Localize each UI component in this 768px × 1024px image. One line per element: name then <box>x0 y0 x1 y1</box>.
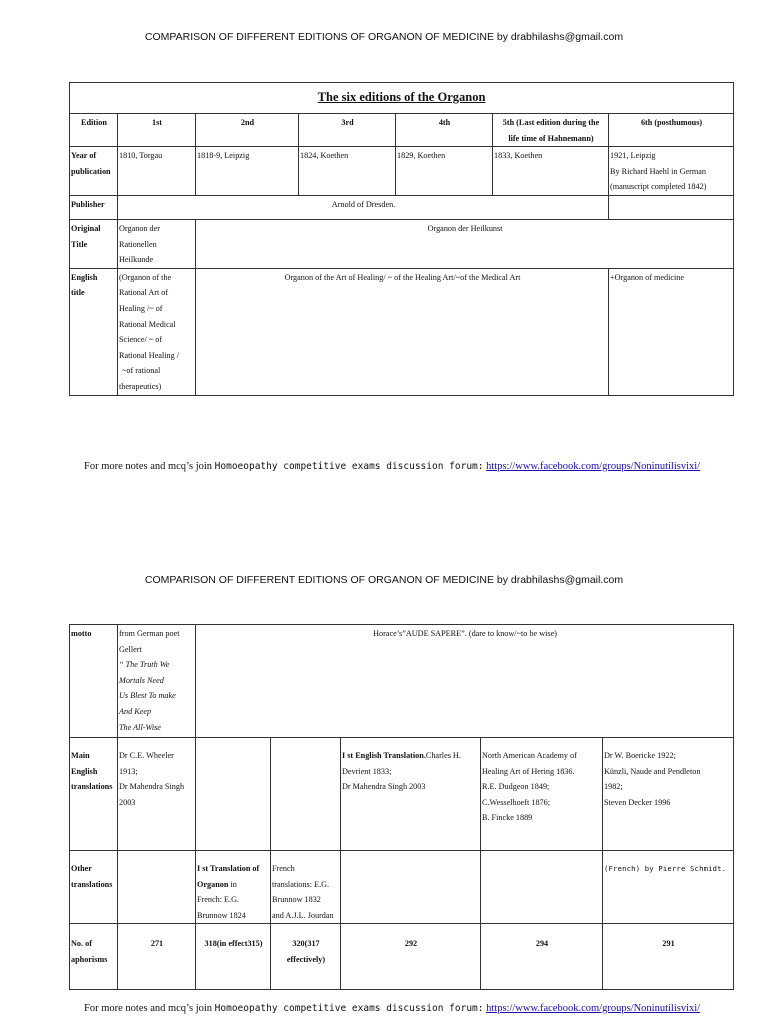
english-title-label-line2: title <box>71 288 85 298</box>
main-english-label-line3: translations <box>71 782 113 792</box>
year-3rd: 1824, Koethen <box>299 147 396 196</box>
table-row <box>70 195 734 219</box>
main-english-label <box>70 738 118 851</box>
main-english-6th-line: Steven Decker 1996 <box>604 797 671 807</box>
year-4th: 1829, Koethen <box>396 147 493 196</box>
aphorisms-2nd: 318(in effect315) <box>196 924 271 990</box>
table-row <box>70 738 734 851</box>
header-5th-line1: 5th (Last edition during the <box>502 118 600 127</box>
main-english-5th-line: Healing Art of Hering 1836. <box>482 766 575 776</box>
motto-rest: Horace’s”AUDE SAPERE”. (dare to know/~to be wise) <box>196 625 734 738</box>
other-4th <box>341 851 481 924</box>
other-1st <box>118 851 196 924</box>
aphorisms-3rd <box>271 924 341 990</box>
footer-prefix: For more notes and mcq’s join <box>84 1003 215 1014</box>
table-row <box>70 268 734 395</box>
header-1st: 1st <box>118 114 196 147</box>
motto-quote-line: And Keep <box>119 706 152 716</box>
year-6th <box>609 147 734 196</box>
aphorisms-label <box>70 924 118 990</box>
aphorisms-3rd-line1: 320(317 <box>292 939 320 949</box>
main-english-1st-line: 1913; <box>119 766 138 776</box>
facebook-group-link[interactable]: https://www.facebook.com/groups/Noninutilisvixi/ <box>486 461 701 472</box>
english-title-1st-line: ~of rational <box>122 366 161 376</box>
facebook-group-link[interactable]: https://www.facebook.com/groups/Noninutilisvixi/ <box>486 1003 701 1014</box>
footer-1 <box>84 461 754 472</box>
aphorisms-4th: 292 <box>341 924 481 990</box>
english-title-1st-line: Rational Medical <box>119 319 176 329</box>
original-title-label-line1: Original <box>71 223 101 233</box>
table-row <box>70 219 734 268</box>
header-5th <box>493 114 609 147</box>
english-title-label <box>70 268 118 395</box>
english-title-6th: +Organon of medicine <box>609 268 734 395</box>
aphorisms-1st: 271 <box>118 924 196 990</box>
other-3rd-line: Brunnow 1832 <box>272 895 321 905</box>
editions-table-continued <box>69 624 734 990</box>
main-english-4th-line1 <box>342 748 480 764</box>
aphorisms-label-line2: aphorisms <box>71 954 108 964</box>
page-header-2: COMPARISON OF DIFFERENT EDITIONS OF ORGANON OF MEDICINE by drabhilashs@gmail.com <box>144 574 624 586</box>
main-english-6th <box>603 738 734 851</box>
footer-prefix: For more notes and mcq’s join <box>84 461 215 472</box>
motto-quote-line: Us Blest To make <box>119 691 176 701</box>
original-title-label <box>70 219 118 268</box>
english-title-1st-line: therapeutics) <box>119 381 162 391</box>
other-3rd-line: French <box>272 864 295 873</box>
table-row <box>70 851 734 924</box>
header-2nd: 2nd <box>196 114 299 147</box>
year-6th-line1: 1921, Leipzig <box>610 151 656 161</box>
other-2nd-line3: French: E.G. <box>197 895 240 905</box>
footer-forum: Homoeopathy competitive exams discussion forum: <box>214 1003 484 1014</box>
other-2nd-organon: Organon <box>197 879 229 889</box>
year-label-line1: Year of <box>71 151 97 161</box>
table-caption-cell <box>70 83 734 114</box>
motto-1st-line2: Gellert <box>119 644 142 654</box>
main-english-4th-line2: Devrient 1833; <box>342 766 392 776</box>
main-english-6th-line: 1982; <box>604 782 623 792</box>
motto-1st-line1: from German poet <box>119 629 180 638</box>
table-caption: The six editions of the Organon <box>317 89 486 104</box>
main-english-label-line1: Main <box>71 751 90 760</box>
footer-forum: Homoeopathy competitive exams discussion forum: <box>214 461 484 472</box>
main-english-5th <box>481 738 603 851</box>
english-title-middle: Organon of the Art of Healing/ ~ of the Healing Art/~of the Medical Art <box>196 268 609 395</box>
year-5th: 1833, Koethen <box>493 147 609 196</box>
main-english-1st-line: Dr Mahendra Singh <box>119 782 185 792</box>
motto-1st <box>118 625 196 738</box>
original-title-label-line2: Title <box>71 239 88 249</box>
aphorisms-6th: 291 <box>603 924 734 990</box>
english-title-1st-line: Science/ ~ of <box>119 335 163 345</box>
editions-table <box>69 82 734 396</box>
main-english-6th-line: Künzli, Naude and Pendleton <box>604 766 701 776</box>
aphorisms-3rd-line2: effectively) <box>286 954 326 964</box>
english-title-1st-line: Rational Art of <box>119 288 169 298</box>
main-english-4th <box>341 738 481 851</box>
table-row <box>70 114 734 147</box>
other-2nd <box>196 851 271 924</box>
main-english-label-line2: English <box>71 766 98 776</box>
main-english-1st <box>118 738 196 851</box>
first-english-translation-label: I st English Translation. <box>342 751 426 760</box>
header-edition: Edition <box>70 114 118 147</box>
other-6th <box>603 851 734 924</box>
year-6th-line2: By Richard Haehl in German <box>610 166 706 176</box>
header-6th: 6th (posthumous) <box>609 114 734 147</box>
motto-quote-line: Mortals Need <box>119 675 164 685</box>
main-english-5th-line: North American Academy of <box>482 751 577 760</box>
other-2nd-in: in <box>228 879 237 889</box>
publisher-value: Arnold of Dresden. <box>118 195 609 219</box>
header-5th-line2: life time of Hahnemann) <box>508 133 594 143</box>
page-header-1: COMPARISON OF DIFFERENT EDITIONS OF ORGANON OF MEDICINE by drabhilashs@gmail.com <box>144 31 624 43</box>
other-6th-text: (French) by Pierre Schmidt. <box>604 864 727 873</box>
main-english-6th-line: Dr W. Boericke 1922; <box>604 751 676 760</box>
main-english-5th-line: C.Wesselhoeft 1876; <box>482 797 551 807</box>
other-3rd <box>271 851 341 924</box>
english-title-label-line1: English <box>71 272 98 282</box>
aphorisms-label-line1: No. of <box>71 939 92 949</box>
year-6th-line3: (manuscript completed 1842) <box>610 182 707 192</box>
aphorisms-5th: 294 <box>481 924 603 990</box>
main-english-5th-line: B. Fincke 1889 <box>482 813 533 823</box>
main-english-1st-line: Dr C.E. Wheeler <box>119 751 174 760</box>
table-row <box>70 924 734 990</box>
other-translations-label-line2: translations <box>71 879 113 889</box>
table-row <box>70 147 734 196</box>
english-title-1st-line: Healing /~ of <box>119 303 163 313</box>
other-3rd-line: and A.J.L. Jourdan <box>272 910 334 920</box>
main-english-5th-line: R.E. Dudgeon 1849; <box>482 782 550 792</box>
main-english-4th-line3: Dr Mahendra Singh 2003 <box>342 782 426 792</box>
year-1st: 1810, Torgau <box>118 147 196 196</box>
other-3rd-line: translations: E.G. <box>272 879 330 889</box>
original-title-1st-line3: Heilkunde <box>119 255 154 265</box>
original-title-rest: Organon der Heilkunst <box>196 219 734 268</box>
publisher-label: Publisher <box>70 195 118 219</box>
header-3rd: 3rd <box>299 114 396 147</box>
original-title-1st-line2: Rationellen <box>119 239 157 249</box>
footer-2 <box>84 1003 754 1014</box>
year-2nd: 1818-9, Leipzig <box>196 147 299 196</box>
table-row <box>70 625 734 738</box>
motto-label: motto <box>70 625 118 738</box>
motto-quote-line: The All-Wise <box>119 722 161 732</box>
motto-quote-line: “ The Truth We <box>119 660 170 670</box>
english-title-1st <box>118 268 196 395</box>
original-title-1st-line1: Organon der <box>119 223 161 233</box>
other-5th <box>481 851 603 924</box>
other-translations-label-line1: Other <box>71 864 92 873</box>
main-english-3rd <box>271 738 341 851</box>
english-title-1st-line: (Organon of the <box>119 272 172 282</box>
main-english-1st-line: 2003 <box>119 797 136 807</box>
english-title-1st-line: Rational Healing / <box>119 350 180 360</box>
other-2nd-line2 <box>197 877 270 893</box>
header-4th: 4th <box>396 114 493 147</box>
year-label <box>70 147 118 196</box>
other-translations-label <box>70 851 118 924</box>
main-english-4th-line1-rest: Charles H. <box>425 751 461 760</box>
other-2nd-line1: I st Translation of <box>197 864 260 873</box>
original-title-1st <box>118 219 196 268</box>
publisher-6th <box>609 195 734 219</box>
other-2nd-line4: Brunnow 1824 <box>197 910 246 920</box>
main-english-2nd <box>196 738 271 851</box>
year-label-line2: publication <box>71 166 111 176</box>
